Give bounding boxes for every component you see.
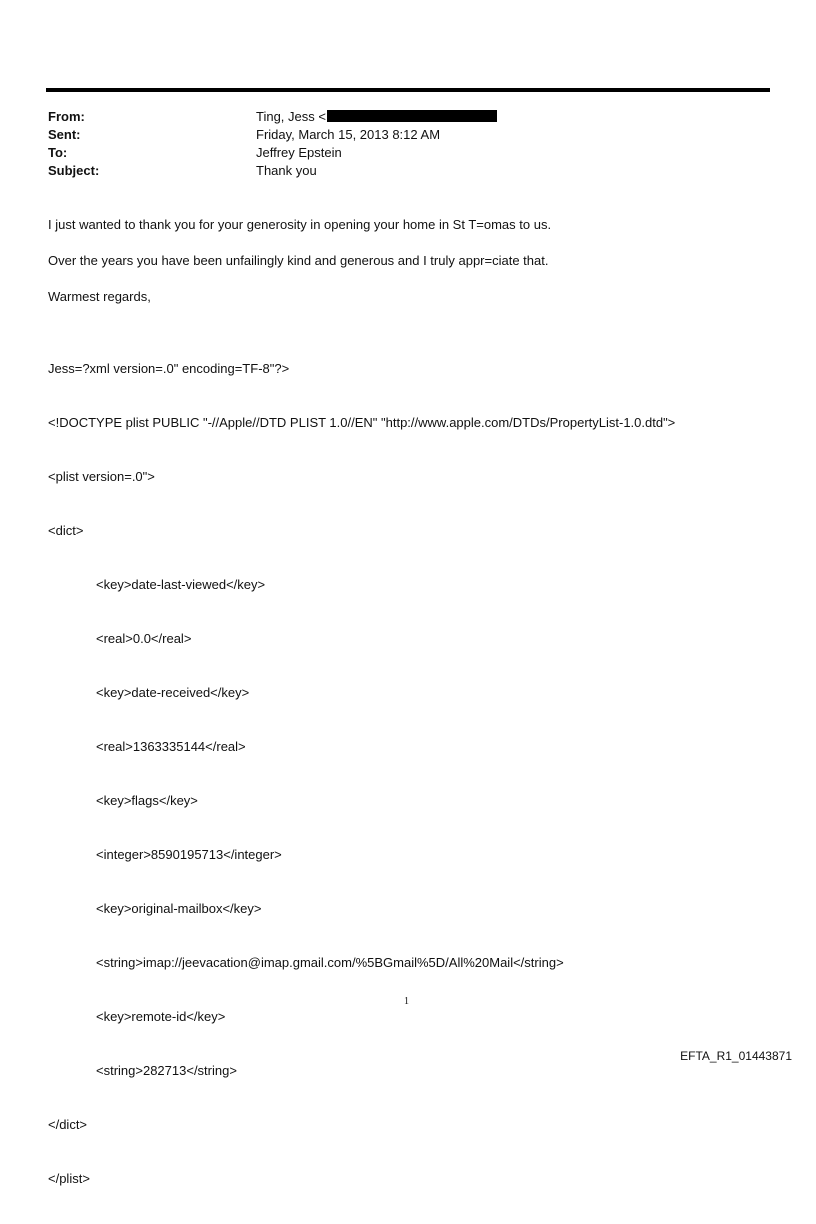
plist-entry: <real>0.0</real>: [96, 631, 192, 646]
redaction-box: [327, 110, 497, 122]
plist-entry: <integer>8590195713</integer>: [96, 847, 282, 862]
bates-number: EFTA_R1_01443871: [680, 1049, 792, 1063]
to-label: To:: [48, 145, 68, 160]
plist-entry: <real>1363335144</real>: [96, 739, 246, 754]
from-name: Ting, Jess <: [256, 109, 326, 124]
plist-open-tag: <plist version=.0">: [48, 469, 155, 484]
plist-xml-declaration: Jess=?xml version=.0" encoding=TF-8"?>: [48, 361, 290, 376]
subject-label: Subject:: [48, 163, 100, 178]
dict-close-tag: </dict>: [48, 1117, 88, 1132]
plist-entry: <key>flags</key>: [96, 793, 198, 808]
body-paragraph-2: Over the years you have been unfailingly kind and generous and I truly appr=ciate that.: [48, 253, 549, 268]
page-number: 1: [404, 996, 409, 1007]
to-value: Jeffrey Epstein: [256, 145, 342, 160]
header-divider: [46, 88, 770, 92]
plist-close-tag: </plist>: [48, 1171, 90, 1186]
plist-block: [48, 324, 768, 1224]
plist-entry: <string>282713</string>: [96, 1063, 237, 1078]
sent-label: Sent:: [48, 127, 81, 142]
plist-entry: <key>date-last-viewed</key>: [96, 577, 266, 592]
from-value: [256, 108, 497, 126]
body-paragraph-1: I just wanted to thank you for your generosity in opening your home in St T=omas to us.: [48, 217, 552, 232]
dict-open-tag: <dict>: [48, 523, 84, 538]
plist-entry: <key>date-received</key>: [96, 685, 250, 700]
plist-entry: <key>original-mailbox</key>: [96, 901, 262, 916]
from-label: From:: [48, 109, 85, 124]
plist-entry: <string>imap://jeevacation@imap.gmail.com/%5BGmail%5D/All%20Mail</string>: [96, 955, 564, 970]
sent-value: Friday, March 15, 2013 8:12 AM: [256, 127, 441, 142]
plist-doctype: <!DOCTYPE plist PUBLIC "-//Apple//DTD PLIST 1.0//EN" "http://www.apple.com/DTDs/PropertyList-1.0.dtd">: [48, 415, 676, 430]
subject-value: Thank you: [256, 163, 317, 178]
plist-entry: <key>remote-id</key>: [96, 1009, 226, 1024]
body-closing: Warmest regards,: [48, 289, 151, 304]
